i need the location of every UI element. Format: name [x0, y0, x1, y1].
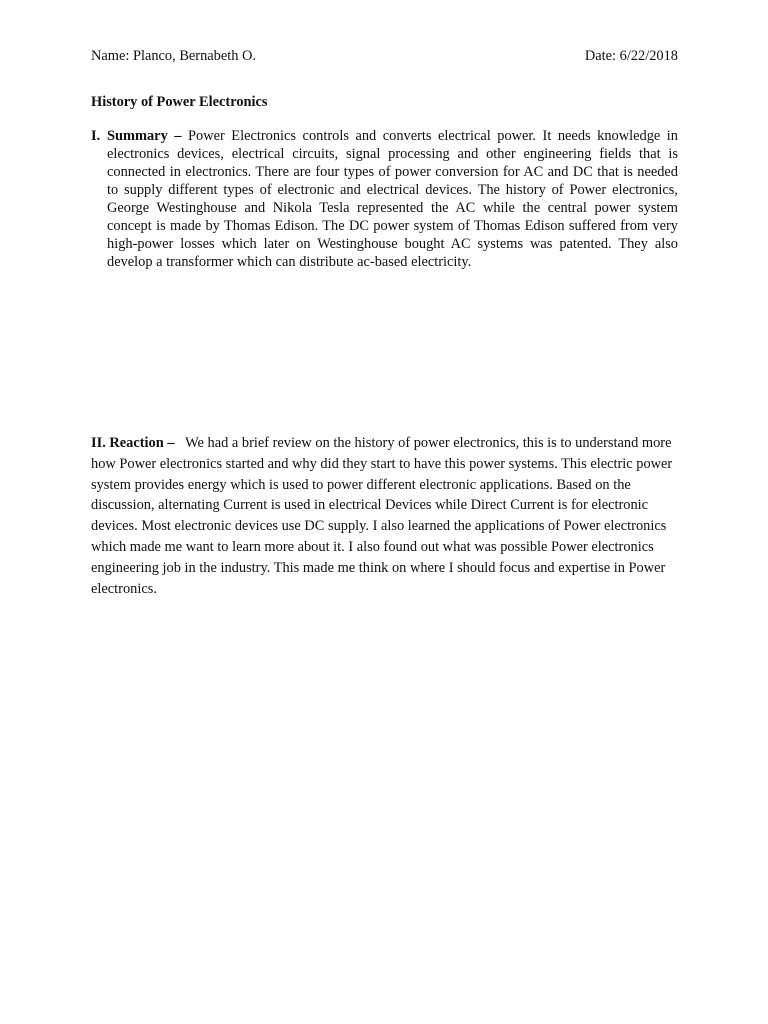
summary-section	[91, 127, 678, 271]
document-title: History of Power Electronics	[91, 94, 268, 110]
header-row	[91, 46, 678, 66]
document-date: Date: 6/22/2018	[584, 48, 678, 64]
summary-body	[107, 127, 678, 271]
summary-number: I.	[91, 128, 101, 144]
summary-text: Power Electronics controls and converts electrical power. It needs knowledge in electronics devices, electrical circuits, signal processing and other engineering fields that is connected in electronics. There are four types of power conversion for AC and DC that is needed to supply different types of electronic and electrical devices. The history of Power electronics, George Westinghouse and Nikola Tesla represented the AC while the central power system concept is made by Thomas Edison. The DC power system of Thomas Edison suffered from very high-power losses which later on Westinghouse bought AC systems was patented. They also develop a transformer which can distribute ac-based electricity.	[107, 128, 678, 270]
student-name: Name: Planco, Bernabeth O.	[91, 48, 257, 64]
summary-heading: Summary –	[107, 128, 182, 144]
reaction-text: We had a brief review on the history of power electronics, this is to understand more how Power electronics started and why did they start to have this power systems. This electric power system provides energy which is used to power different electronic applications. Based on the discussion, alternating Current is used in electrical Devices while Direct Current is for electronic devices. Most electronic devices use DC supply. I also learned the applications of Power electronics which made me want to learn more about it. I also found out what was possible Power electronics engineering job in the industry. This made me think on where I should focus and expertise in Power electronics.	[91, 435, 673, 597]
reaction-section	[91, 433, 675, 599]
reaction-heading: II. Reaction –	[91, 435, 175, 451]
